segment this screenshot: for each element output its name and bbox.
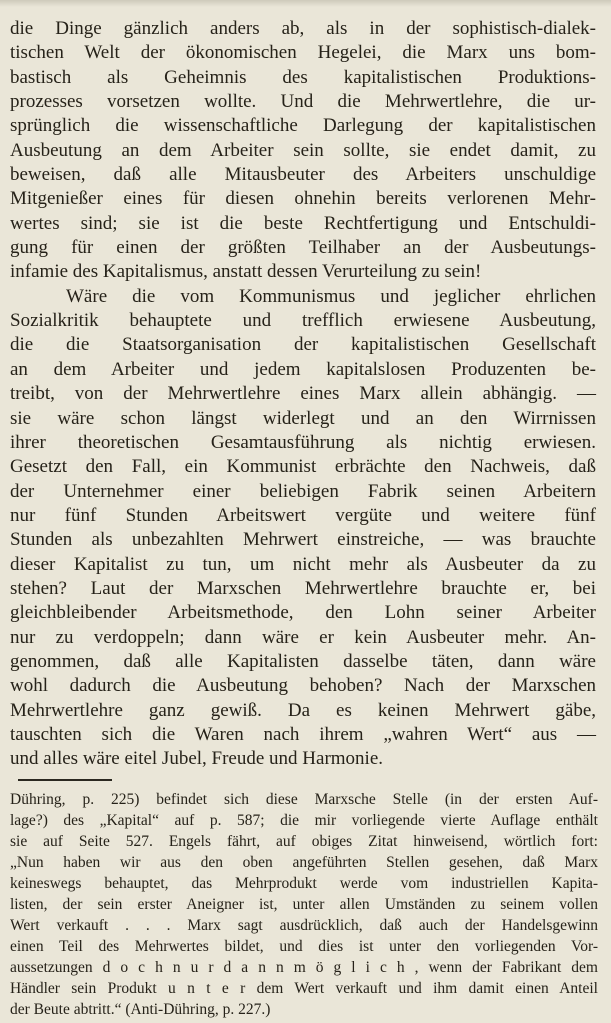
text-line: Mitgenießer eines für diesen ohnehin bereits verlorenen Mehr- bbox=[10, 188, 596, 210]
paragraph-1 bbox=[10, 17, 596, 285]
text-line: gung für einen der größten Teilhaber an der Ausbeutungs- bbox=[10, 237, 596, 259]
text-line: Gesetzt den Fall, ein Kommunist erbrächte den Nachweis, daß bbox=[10, 456, 596, 478]
text-line: und alles wäre eitel Jubel, Freude und Harmonie. bbox=[10, 748, 384, 770]
text-line: einen Teil des Mehrwertes bildet, und dies ist unter den vorliegenden Vor- bbox=[10, 938, 598, 955]
text-line: die die Staatsorganisation der kapitalistischen Gesellschaft bbox=[10, 334, 596, 356]
text-line: aussetzungen d o c h n u r d a n n m ö g l i c h , wenn der Fabrikant dem bbox=[10, 959, 598, 976]
text-line: an dem Arbeiter und jedem kapitalslosen Produzenten be- bbox=[10, 358, 596, 380]
text-line: stehen? Laut der Marxschen Mehrwertlehre brauchte er, bei bbox=[10, 577, 596, 599]
text-line: dieser Kapitalist zu tun, um nicht mehr als Ausbeuter da zu bbox=[10, 553, 596, 575]
text-line: tischen Welt der ökonomischen Hegelei, die Marx uns bom- bbox=[10, 42, 596, 64]
text-line: keineswegs behauptet, das Mehrprodukt werde vom industriellen Kapita- bbox=[10, 875, 598, 892]
text-line: sie auf Seite 527. Engels fährt, auf obiges Zitat hinweisend, wörtlich fort: bbox=[10, 833, 598, 850]
text-line: wertes sind; sie ist die beste Rechtfertigung und Entschuldi- bbox=[10, 212, 596, 234]
text-line: „Nun haben wir aus den oben angeführten Stellen gesehen, daß Marx bbox=[10, 854, 598, 871]
text-line: gleichbleibender Arbeitsmethode, den Lohn seiner Arbeiter bbox=[10, 602, 596, 624]
text-line: lage?) des „Kapital“ auf p. 587; die mir vorliegende vierte Auflage enthält bbox=[10, 812, 598, 829]
text-line: Ausbeutung an dem Arbeiter sein sollte, sie endet damit, zu bbox=[10, 139, 596, 161]
footnote-block bbox=[10, 789, 598, 1020]
paragraph-2 bbox=[10, 285, 596, 772]
text-line: nur fünf Stunden Arbeitswert vergüte und weitere fünf bbox=[10, 504, 596, 526]
text-line: bastisch als Geheimnis des kapitalistischen Produktions- bbox=[10, 66, 596, 88]
text-line: Wäre die vom Kommunismus und jeglicher ehrlichen bbox=[66, 285, 596, 307]
text-line: beweisen, daß alle Mitausbeuter des Arbeiters unschuldige bbox=[10, 164, 596, 186]
text-line: Mehrwertlehre ganz gewiß. Da es keinen Mehrwert gäbe, bbox=[10, 699, 596, 721]
text-line: genommen, daß alle Kapitalisten dasselbe täten, dann wäre bbox=[10, 650, 596, 672]
text-line: listen, der sein erster Aneigner ist, unter allen Umständen zu seinem vollen bbox=[10, 896, 598, 913]
text-line: sie wäre schon längst widerlegt und an den Wirrnissen bbox=[10, 407, 596, 429]
text-line: der Unternehmer einer beliebigen Fabrik seinen Arbeitern bbox=[10, 480, 596, 502]
text-line: die Dinge gänzlich anders ab, als in der sophistisch-dialek- bbox=[10, 18, 596, 39]
text-line: nur zu verdoppeln; dann wäre er kein Ausbeuter mehr. An- bbox=[10, 626, 596, 648]
text-line: ihrer theoretischen Gesamtausführung als nichtig erwiesen. bbox=[10, 431, 596, 453]
main-text-block bbox=[10, 17, 596, 772]
text-line: Stunden als unbezahlten Mehrwert einstreiche, — was brauchte bbox=[10, 529, 596, 551]
text-line: Sozialkritik behauptete und trefflich erwiesene Ausbeutung, bbox=[10, 310, 596, 332]
text-line: sprünglich die wissenschaftliche Darlegung der kapitalistischen bbox=[10, 115, 596, 137]
text-line: treibt, von der Mehrwertlehre eines Marx allein abhängig. — bbox=[10, 383, 596, 405]
text-line: Händler sein Produkt u n t e r dem Wert verkauft und ihm damit einen Anteil bbox=[10, 980, 598, 997]
text-line: Wert verkauft . . . Marx sagt ausdrücklich, daß auch der Handelsgewinn bbox=[10, 917, 598, 934]
text-line: tauschten sich die Waren nach ihrem „wahren Wert“ aus — bbox=[10, 723, 596, 745]
text-line: Dühring, p. 225) befindet sich diese Marxsche Stelle (in der ersten Auf- bbox=[10, 791, 598, 808]
text-line: prozesses vorsetzen wollte. Und die Mehrwertlehre, die ur- bbox=[10, 91, 596, 113]
footnote-separator-rule bbox=[18, 779, 112, 781]
text-line: der Beute abtritt.“ (Anti-Dühring, p. 227.) bbox=[10, 1001, 271, 1018]
text-line: wohl dadurch die Ausbeutung behoben? Nach der Marxschen bbox=[10, 675, 596, 697]
text-line: infamie des Kapitalismus, anstatt dessen Verurteilung zu sein! bbox=[10, 261, 482, 283]
